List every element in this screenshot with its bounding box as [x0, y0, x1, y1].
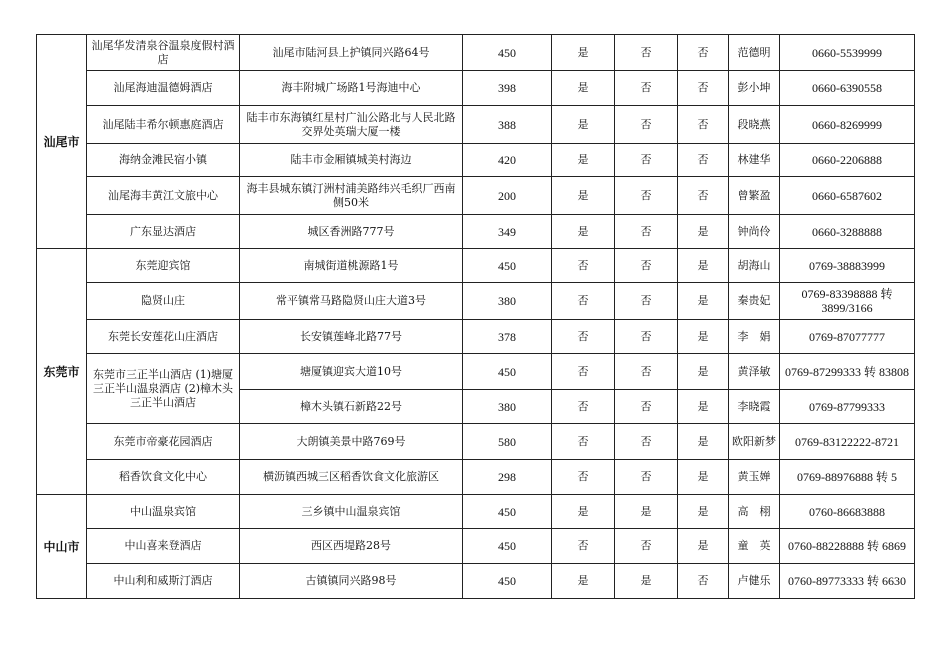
- hotel-name: 东莞市三正半山酒店 (1)塘厦三正半山温泉酒店 (2)樟木头三正半山酒店: [87, 354, 240, 424]
- table-row: [37, 215, 915, 249]
- flag-3: 是: [678, 354, 729, 390]
- flag-2: 否: [615, 460, 678, 495]
- hotel-name: 广东显达酒店: [87, 215, 240, 249]
- phone: 0660-5539999: [780, 35, 915, 71]
- phone: 0660-8269999: [780, 106, 915, 144]
- hotel-address: 汕尾市陆河县上护镇同兴路64号: [240, 35, 463, 71]
- phone: 0760-86683888: [780, 495, 915, 529]
- flag-1: 否: [552, 424, 615, 460]
- hotel-address: 塘厦镇迎宾大道10号: [240, 354, 463, 390]
- flag-2: 否: [615, 215, 678, 249]
- price: 349: [463, 215, 552, 249]
- hotel-address: 三乡镇中山温泉宾馆: [240, 495, 463, 529]
- phone: 0660-6587602: [780, 177, 915, 215]
- contact-person: 黄泽敏: [729, 354, 780, 390]
- flag-1: 是: [552, 106, 615, 144]
- table-row: [37, 564, 915, 599]
- phone: 0769-83122222-8721: [780, 424, 915, 460]
- price: 450: [463, 529, 552, 564]
- flag-2: 否: [615, 249, 678, 283]
- flag-2: 否: [615, 320, 678, 354]
- hotel-name: 中山温泉宾馆: [87, 495, 240, 529]
- price: 450: [463, 564, 552, 599]
- flag-3: 是: [678, 249, 729, 283]
- contact-person: 高 栩: [729, 495, 780, 529]
- phone: 0769-88976888 转 5: [780, 460, 915, 495]
- flag-2: 否: [615, 71, 678, 106]
- contact-person: 钟尚伶: [729, 215, 780, 249]
- flag-1: 是: [552, 215, 615, 249]
- price: 388: [463, 106, 552, 144]
- table-row: [37, 35, 915, 71]
- flag-1: 否: [552, 320, 615, 354]
- city-cell: 中山市: [37, 495, 87, 599]
- hotel-name: 汕尾陆丰希尔顿惠庭酒店: [87, 106, 240, 144]
- hotel-name: 中山喜来登酒店: [87, 529, 240, 564]
- price: 450: [463, 354, 552, 390]
- flag-3: 否: [678, 144, 729, 177]
- flag-2: 否: [615, 424, 678, 460]
- flag-2: 否: [615, 283, 678, 320]
- contact-person: 欧阳新梦: [729, 424, 780, 460]
- flag-3: 否: [678, 177, 729, 215]
- table-row: [37, 249, 915, 283]
- hotel-address: 大朗镇美景中路769号: [240, 424, 463, 460]
- flag-1: 是: [552, 564, 615, 599]
- hotel-address: 海丰县城东镇汀洲村浦美路纬兴毛织厂西南侧50米: [240, 177, 463, 215]
- hotel-address: 古镇镇同兴路98号: [240, 564, 463, 599]
- hotel-address: 横沥镇西城三区稻香饮食文化旅游区: [240, 460, 463, 495]
- flag-3: 是: [678, 424, 729, 460]
- flag-2: 否: [615, 144, 678, 177]
- contact-person: 秦贵妃: [729, 283, 780, 320]
- table-row: [37, 106, 915, 144]
- phone: 0660-2206888: [780, 144, 915, 177]
- flag-1: 是: [552, 177, 615, 215]
- hotel-name: 汕尾海丰黄江文旅中心: [87, 177, 240, 215]
- flag-1: 是: [552, 71, 615, 106]
- price: 450: [463, 249, 552, 283]
- hotel-address: 樟木头镇石新路22号: [240, 390, 463, 424]
- flag-2: 否: [615, 529, 678, 564]
- city-cell: 东莞市: [37, 249, 87, 495]
- price: 450: [463, 35, 552, 71]
- table-row: [37, 424, 915, 460]
- phone: 0769-38883999: [780, 249, 915, 283]
- phone: 0760-89773333 转 6630: [780, 564, 915, 599]
- hotel-address: 西区西堤路28号: [240, 529, 463, 564]
- table-row: [37, 283, 915, 320]
- flag-3: 否: [678, 35, 729, 71]
- hotel-name: 东莞市帝豪花园酒店: [87, 424, 240, 460]
- flag-1: 是: [552, 495, 615, 529]
- flag-3: 是: [678, 390, 729, 424]
- price: 450: [463, 495, 552, 529]
- hotel-address: 海丰附城广场路1号海迪中心: [240, 71, 463, 106]
- flag-2: 否: [615, 106, 678, 144]
- contact-person: 卢健乐: [729, 564, 780, 599]
- table-row: [37, 144, 915, 177]
- phone: 0769-87299333 转 83808: [780, 354, 915, 390]
- phone: 0760-88228888 转 6869: [780, 529, 915, 564]
- contact-person: 李晓霞: [729, 390, 780, 424]
- table-row: [37, 529, 915, 564]
- price: 420: [463, 144, 552, 177]
- price: 298: [463, 460, 552, 495]
- hotel-table: [36, 34, 915, 599]
- contact-person: 林建华: [729, 144, 780, 177]
- flag-3: 是: [678, 495, 729, 529]
- flag-1: 否: [552, 460, 615, 495]
- table-row: [37, 320, 915, 354]
- flag-3: 否: [678, 71, 729, 106]
- flag-2: 是: [615, 564, 678, 599]
- flag-1: 否: [552, 390, 615, 424]
- phone: 0769-83398888 转 3899/3166: [780, 283, 915, 320]
- price: 200: [463, 177, 552, 215]
- contact-person: 童 英: [729, 529, 780, 564]
- flag-3: 否: [678, 564, 729, 599]
- flag-3: 是: [678, 320, 729, 354]
- table-row: [37, 177, 915, 215]
- flag-1: 是: [552, 35, 615, 71]
- hotel-name: 东莞迎宾馆: [87, 249, 240, 283]
- contact-person: 段晓燕: [729, 106, 780, 144]
- table-row: [37, 71, 915, 106]
- flag-2: 否: [615, 35, 678, 71]
- flag-1: 否: [552, 354, 615, 390]
- flag-2: 否: [615, 390, 678, 424]
- flag-3: 是: [678, 529, 729, 564]
- price: 380: [463, 390, 552, 424]
- hotel-address: 陆丰市东海镇红星村广汕公路北与人民北路交界处英瑞大厦一楼: [240, 106, 463, 144]
- hotel-name: 汕尾海迪温德姆酒店: [87, 71, 240, 106]
- hotel-name: 中山利和威斯汀酒店: [87, 564, 240, 599]
- phone: 0769-87799333: [780, 390, 915, 424]
- flag-2: 否: [615, 177, 678, 215]
- table-row: [37, 354, 915, 390]
- flag-2: 是: [615, 495, 678, 529]
- price: 398: [463, 71, 552, 106]
- contact-person: 彭小坤: [729, 71, 780, 106]
- flag-1: 否: [552, 283, 615, 320]
- hotel-name: 稻香饮食文化中心: [87, 460, 240, 495]
- phone: 0660-6390558: [780, 71, 915, 106]
- hotel-name: 东莞长安莲花山庄酒店: [87, 320, 240, 354]
- price: 380: [463, 283, 552, 320]
- hotel-address: 长安镇莲峰北路77号: [240, 320, 463, 354]
- price: 378: [463, 320, 552, 354]
- contact-person: 李 娟: [729, 320, 780, 354]
- contact-person: 胡海山: [729, 249, 780, 283]
- flag-3: 是: [678, 460, 729, 495]
- phone: 0660-3288888: [780, 215, 915, 249]
- contact-person: 黄玉婵: [729, 460, 780, 495]
- phone: 0769-87077777: [780, 320, 915, 354]
- city-cell: 汕尾市: [37, 35, 87, 249]
- table-row: [37, 460, 915, 495]
- hotel-name: 汕尾华发清泉谷温泉度假村酒店: [87, 35, 240, 71]
- contact-person: 曾繁盈: [729, 177, 780, 215]
- flag-1: 否: [552, 249, 615, 283]
- price: 580: [463, 424, 552, 460]
- flag-1: 是: [552, 144, 615, 177]
- hotel-address: 常平镇常马路隐贤山庄大道3号: [240, 283, 463, 320]
- flag-3: 是: [678, 215, 729, 249]
- table-row: [37, 495, 915, 529]
- hotel-name: 隐贤山庄: [87, 283, 240, 320]
- flag-3: 是: [678, 283, 729, 320]
- hotel-address: 南城街道桃源路1号: [240, 249, 463, 283]
- hotel-address: 陆丰市金厢镇城美村海边: [240, 144, 463, 177]
- flag-1: 否: [552, 529, 615, 564]
- flag-3: 否: [678, 106, 729, 144]
- hotel-name: 海纳金滩民宿小镇: [87, 144, 240, 177]
- hotel-address: 城区香洲路777号: [240, 215, 463, 249]
- contact-person: 范德明: [729, 35, 780, 71]
- flag-2: 否: [615, 354, 678, 390]
